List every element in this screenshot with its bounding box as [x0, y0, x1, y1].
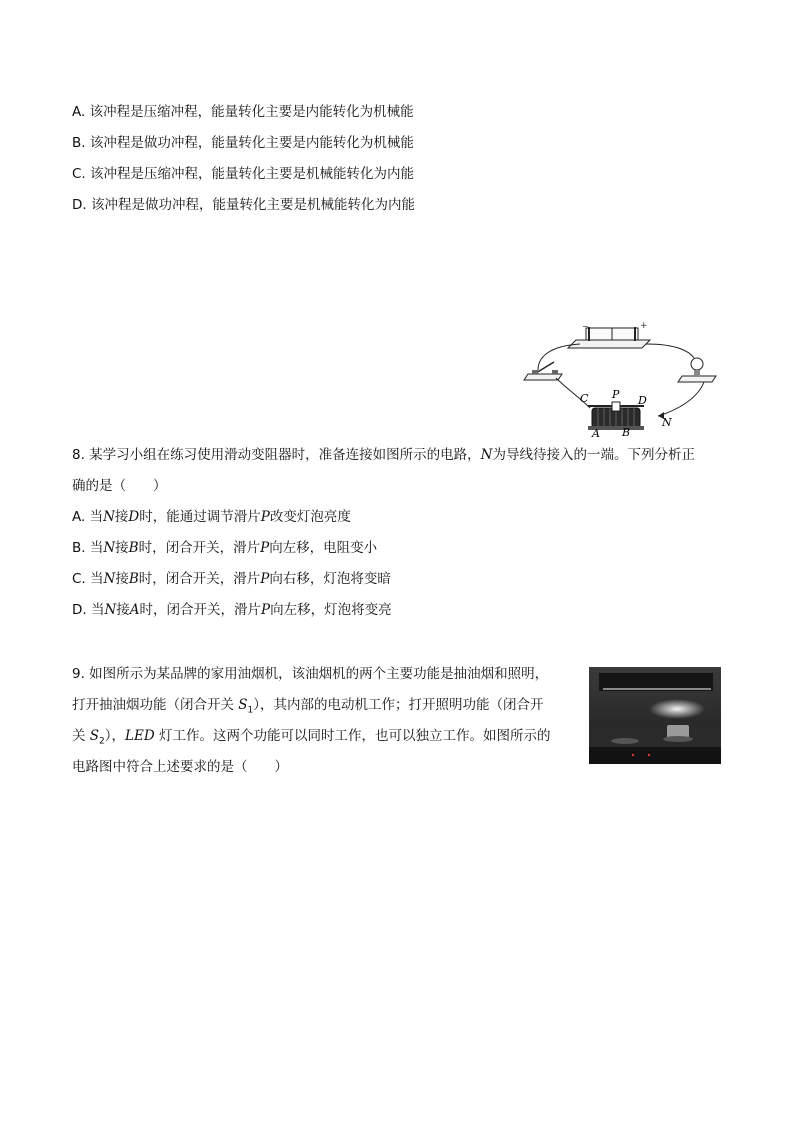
- wire-lamp-N: [658, 382, 704, 416]
- burner-left: [611, 738, 639, 744]
- option-text: 该冲程是压缩冲程，能量转化主要是机械能转化为内能: [90, 166, 415, 182]
- q8-option-a: [72, 507, 351, 527]
- rheostat-slider: [612, 402, 620, 411]
- var: N: [103, 540, 116, 556]
- q8-stem-line2: [72, 476, 167, 496]
- range-hood-photo: [589, 667, 721, 764]
- option-text: 当: [90, 571, 104, 587]
- label-N: N: [662, 416, 672, 429]
- var: D: [128, 509, 140, 525]
- lamp-board: [678, 376, 716, 382]
- option-label: C.: [72, 571, 86, 587]
- label-C: C: [580, 392, 589, 405]
- option-text: 当: [89, 509, 104, 525]
- q9-stem-text: 电路图中符合上述要求的是（ ）: [72, 759, 288, 775]
- label-B: B: [622, 426, 631, 439]
- q9-stem-line3: [72, 726, 550, 752]
- option-text: 接: [115, 540, 129, 556]
- battery-plus-label: +: [640, 321, 648, 331]
- option-text: 该冲程是压缩冲程，能量转化主要是内能转化为机械能: [89, 104, 414, 120]
- var: N: [104, 602, 117, 618]
- option-text: 接: [115, 571, 129, 587]
- q7-option-a: [72, 102, 414, 122]
- option-text: 向右移，灯泡将变暗: [269, 571, 391, 587]
- q9-stem-text: 9. 如图所示为某品牌的家用油烟机，该油烟机的两个主要功能是抽油烟和照明，: [72, 666, 549, 682]
- option-label: B.: [72, 135, 86, 151]
- label-A: A: [592, 427, 600, 440]
- q8-stem-text: 8. 某学习小组在练习使用滑动变阻器时，准备连接如图所示的电路，: [72, 447, 481, 463]
- q9-stem-line1: [72, 664, 548, 684]
- q9-stem-text: ），: [104, 728, 126, 744]
- option-label: C.: [72, 166, 86, 182]
- battery-minus-label: −: [582, 322, 589, 331]
- label-D: D: [638, 394, 647, 407]
- option-label: D.: [72, 602, 87, 618]
- option-text: 该冲程是做功冲程，能量转化主要是机械能转化为内能: [90, 197, 415, 213]
- var: A: [129, 602, 140, 618]
- option-text: 改变灯泡亮度: [269, 509, 351, 525]
- q7-option-c: [72, 164, 414, 184]
- steam: [649, 699, 705, 719]
- subscript: 2: [99, 736, 105, 747]
- option-text: 时，能通过调节滑片: [139, 509, 261, 525]
- option-label: A.: [72, 104, 86, 120]
- var-S1: S: [238, 697, 248, 713]
- subscript: 1: [247, 705, 254, 716]
- q9-stem-text: 打开抽油烟功能（闭合开关: [72, 697, 239, 713]
- indicator-light: [632, 754, 634, 756]
- q8-option-d: [72, 600, 392, 620]
- option-text: 接: [116, 602, 130, 618]
- wire-battery-lamp: [646, 344, 694, 358]
- var: P: [260, 540, 270, 556]
- var: B: [128, 571, 139, 587]
- var: N: [103, 509, 115, 525]
- var: P: [261, 602, 271, 618]
- q8-stem-line1: [72, 445, 695, 465]
- var: N: [103, 571, 116, 587]
- q8-option-c: [72, 569, 391, 589]
- option-text: 时，闭合开关，滑片: [138, 571, 261, 587]
- option-text: 时，闭合开关，滑片: [139, 602, 262, 618]
- battery-board: [568, 340, 650, 348]
- var-S2: S: [89, 728, 100, 744]
- q8-stem-text: 为导线待接入的一端。下列分析正: [492, 447, 695, 463]
- option-text: 当: [90, 602, 105, 618]
- lamp-bulb: [691, 358, 703, 370]
- option-label: A.: [72, 509, 86, 525]
- option-text: 该冲程是做功冲程，能量转化主要是内能转化为机械能: [89, 135, 414, 151]
- indicator-light: [648, 754, 650, 756]
- cabinet: [589, 747, 721, 764]
- q7-option-b: [72, 133, 414, 153]
- switch-board: [524, 374, 562, 380]
- var: B: [128, 540, 139, 556]
- var-LED: LED: [125, 728, 155, 744]
- option-text: 向左移，灯泡将变亮: [270, 602, 392, 618]
- q8-stem-text: 确的是（ ）: [72, 478, 167, 494]
- option-label: B.: [72, 540, 86, 556]
- q9-stem-text: 关: [72, 728, 90, 744]
- option-text: 向左移，电阻变小: [269, 540, 378, 556]
- q9-stem-line2: [72, 695, 544, 721]
- label-P: P: [612, 388, 620, 401]
- q8-option-b: [72, 538, 377, 558]
- var: P: [260, 509, 270, 525]
- q9-stem-line4: [72, 757, 288, 777]
- var: P: [260, 571, 270, 587]
- option-label: D.: [72, 197, 87, 213]
- var-N: N: [480, 447, 493, 463]
- option-text: 当: [89, 540, 104, 556]
- q9-stem-text: 灯工作。这两个功能可以同时工作，也可以独立工作。如图所示的: [154, 728, 551, 744]
- hood-panel: [599, 673, 713, 691]
- q7-option-d: [72, 195, 415, 215]
- circuit-figure: [518, 318, 726, 440]
- option-text: 时，闭合开关，滑片: [138, 540, 261, 556]
- stove-top: [589, 725, 721, 747]
- q9-stem-text: ），其内部的电动机工作；打开照明功能（闭合开: [253, 697, 544, 713]
- burner-right: [663, 736, 693, 742]
- option-text: 接: [114, 509, 129, 525]
